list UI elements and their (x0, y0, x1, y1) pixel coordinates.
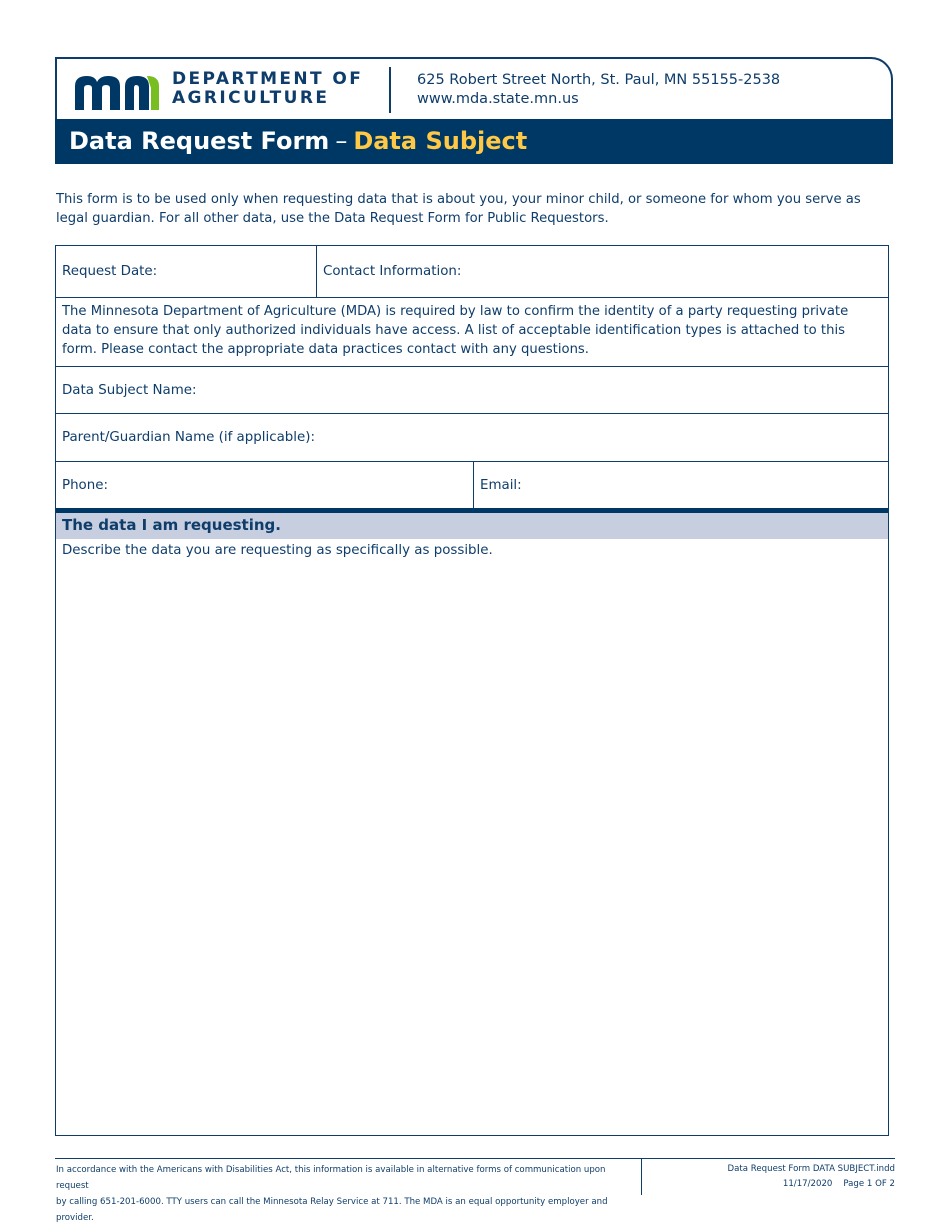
mn-state-logo (75, 74, 161, 110)
footer-divider (641, 1158, 642, 1195)
data-subject-label: Data Subject Name: (62, 382, 197, 398)
department-line2: AGRICULTURE (172, 88, 330, 108)
title-accent: Data Subject (353, 127, 528, 155)
header-divider (389, 67, 391, 113)
guardian-label: Parent/Guardian Name (if applicable): (62, 430, 315, 445)
request-date-field[interactable] (56, 246, 316, 297)
street-address: 625 Robert Street North, St. Paul, MN 55155-2538 (417, 72, 781, 88)
contact-info-field[interactable] (317, 246, 888, 297)
phone-label: Phone: (62, 477, 108, 493)
data-description-area[interactable] (56, 564, 888, 1135)
row-date-contact (56, 246, 888, 298)
row-guardian (56, 414, 888, 462)
ada-notice (56, 1162, 636, 1226)
phone-field[interactable] (56, 462, 473, 508)
data-subject-name-field[interactable] (56, 367, 888, 413)
guardian-name-field[interactable] (56, 414, 888, 461)
title-main: Data Request Form (69, 127, 330, 155)
date-page (728, 1177, 895, 1192)
website-link[interactable]: www.mda.state.mn.us (417, 91, 579, 107)
row-phone-email (56, 462, 888, 508)
describe-prompt: Describe the data you are requesting as specifically as possible. (62, 543, 493, 558)
email-field[interactable] (474, 462, 888, 508)
footer-rule (55, 1158, 895, 1159)
page-number: Page 1 OF 2 (843, 1179, 895, 1189)
contact-info-label: Contact Information: (323, 264, 462, 279)
title-separator: – (335, 127, 348, 155)
ada-line1: In accordance with the Americans with Disabilities Act, this information is available in alternative forms of communication upon request (56, 1165, 606, 1191)
request-form (55, 245, 889, 1136)
document-info (728, 1162, 895, 1192)
intro-text: This form is to be used only when requesting data that is about you, your minor child, or someone for whom you serve as legal guardian. For all other data, use the Data Request Form for Public Requestors. (56, 192, 861, 226)
page-title (55, 119, 893, 164)
document-date: 11/17/2020 (782, 1179, 833, 1189)
request-date-label: Request Date: (62, 264, 158, 279)
ada-line2: by calling 651-201-6000. TTY users can call the Minnesota Relay Service at 711. The MDA is an equal opportunity employer and provider. (56, 1197, 608, 1223)
department-line1: DEPARTMENT OF (172, 69, 364, 89)
email-label: Email: (480, 477, 522, 493)
file-name: Data Request Form DATA SUBJECT.indd (727, 1164, 895, 1174)
contact-address (417, 71, 780, 109)
department-name (172, 70, 363, 108)
row-notice (56, 298, 888, 367)
header-box (55, 57, 893, 121)
row-data-subject (56, 367, 888, 414)
identity-notice: The Minnesota Department of Agriculture (MDA) is required by law to confirm the identity of a party requesting private data to ensure that only authorized individuals have access. A list of acceptable identification types is attached to this form. Please contact the appropriate data practices contact with any questions. (62, 304, 849, 357)
section-heading: The data I am requesting. (56, 508, 888, 539)
